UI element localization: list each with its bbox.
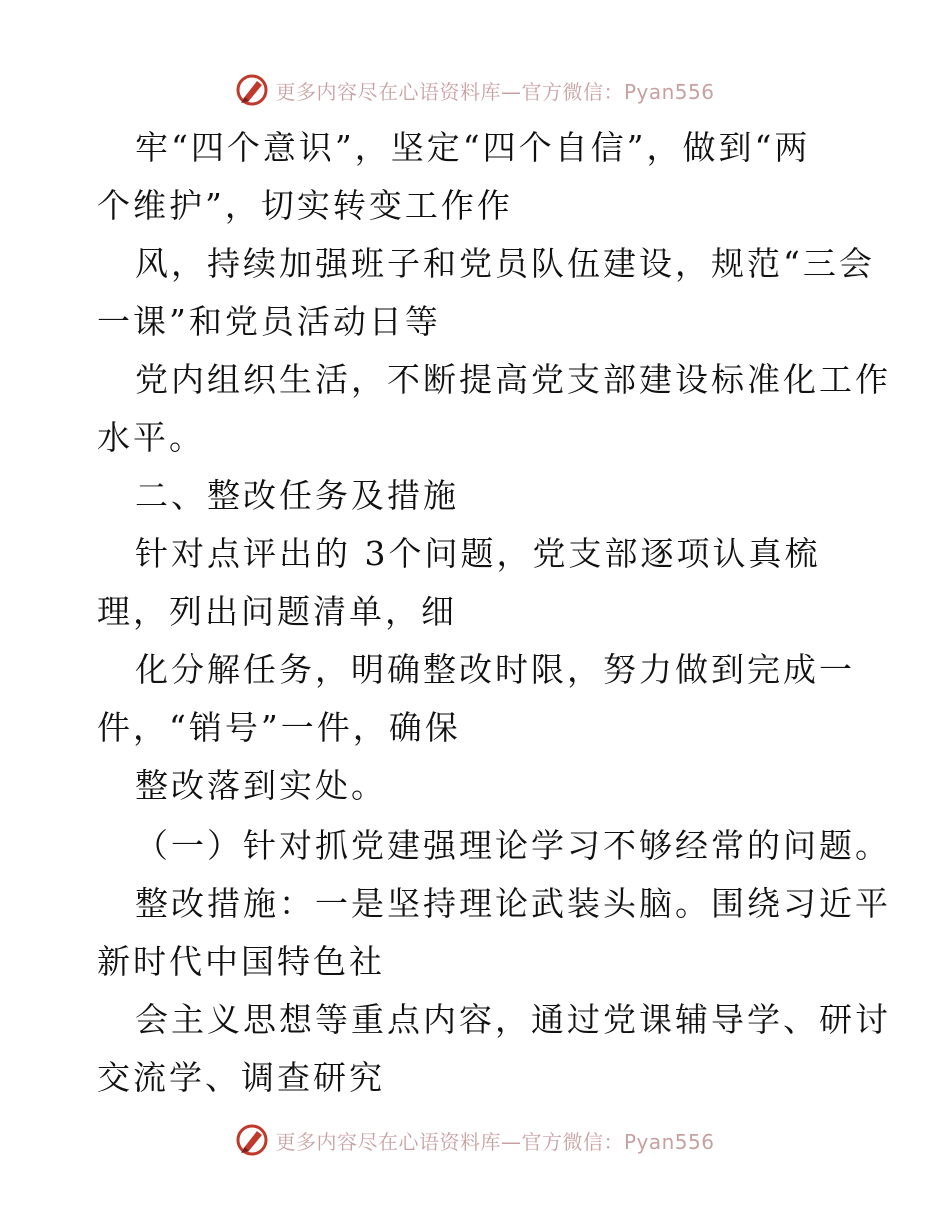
text-line: 理，列出问题清单，细: [97, 592, 457, 631]
text-line: 党内组织生活，不断提高党支部建设标准化工作: [135, 360, 891, 399]
section-heading: 二、整改任务及措施: [135, 476, 459, 515]
text-line: 新时代中国特色社: [97, 942, 385, 981]
text-line: 件，“销号”一件，确保: [97, 708, 461, 747]
text-line: 化分解任务，明确整改时限，努力做到完成一: [135, 650, 855, 689]
header-watermark-text: 更多内容尽在心语资料库—官方微信：Pyan556: [275, 79, 715, 104]
pen-circle-logo-icon: [235, 1123, 269, 1157]
text-line: 牢“四个意识”，坚定“四个自信”，做到“两: [135, 128, 811, 167]
text-line: 一课”和党员活动日等: [97, 302, 441, 341]
footer-watermark-text: 更多内容尽在心语资料库—官方微信：Pyan556: [275, 1129, 715, 1154]
text-line: 个维护”，切实转变工作作: [97, 186, 513, 225]
footer-watermark: [0, 1120, 950, 1160]
text-line: 会主义思想等重点内容，通过党课辅导学、研讨: [135, 1000, 891, 1039]
text-line: 整改落到实处。: [135, 766, 387, 805]
text-line: 交流学、调查研究: [97, 1058, 385, 1097]
text-line: 整改措施：一是坚持理论武装头脑。围绕习近平: [135, 884, 891, 923]
text-line: 水平。: [97, 418, 205, 457]
text-line: 针对点评出的 3个问题，党支部逐项认真梳: [135, 534, 821, 573]
text-line: 风，持续加强班子和党员队伍建设，规范“三会: [135, 244, 875, 283]
subsection-heading: （一）针对抓党建强理论学习不够经常的问题。: [135, 826, 891, 865]
